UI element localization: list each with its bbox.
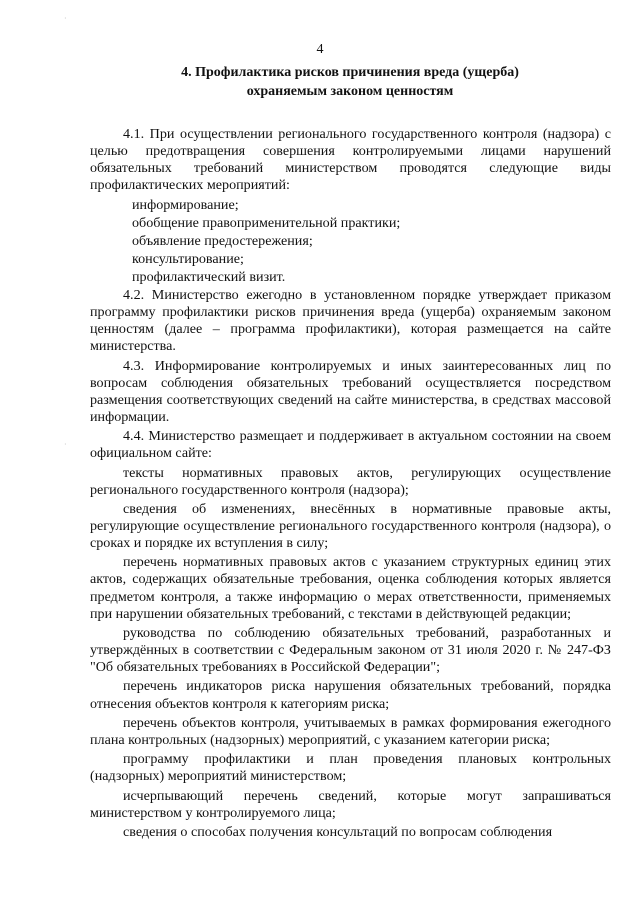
list-paragraph: сведения о способах получения консультаций по вопросам соблюдения	[123, 823, 553, 840]
document-body	[90, 126, 611, 843]
list-paragraph: исчерпывающий перечень сведений, которые могут запрашиваться министерством у контролируемого лица;	[90, 787, 611, 821]
list-item: информирование;	[132, 196, 239, 213]
scan-mark: ·	[64, 14, 67, 23]
page-number: 4	[316, 42, 324, 57]
list-paragraph: программу профилактики и план проведения плановых контрольных (надзорных) мероприятий министерством;	[90, 751, 611, 785]
list-item: объявление предостережения;	[132, 232, 313, 249]
list-paragraph: тексты нормативных правовых актов, регулирующих осуществление регионального государственного контроля (надзора);	[90, 464, 611, 498]
list-paragraph: перечень нормативных правовых актов с указанием структурных единиц этих актов, содержащих обязательные требования, оценка соблюдения которых является предметом контроля, а также информацию о мерах ответственности, применяемых при нарушении обязательных требований, с текстами в действующей редакции;	[90, 554, 611, 622]
paragraph-4-3: 4.3. Информирование контролируемых и иных заинтересованных лиц по вопросам соблюдения обязательных требований осуществляется посредством размещения соответствующих сведений на сайте министерства, в средствах массовой информации.	[90, 357, 611, 425]
list-item: консультирование;	[132, 250, 244, 267]
section-heading-line-1: 4. Профилактика рисков причинения вреда (ущерба)	[181, 65, 519, 80]
section-heading-line-2: охраняемым законом ценностям	[246, 83, 454, 99]
paragraph-4-2: 4.2. Министерство ежегодно в установленном порядке утверждает приказом программу профилактики рисков причинения вреда (ущерба) охраняемым законом ценностям (далее – программа профилактики), которая размещается на сайте министерства.	[90, 287, 611, 355]
scan-mark: ·	[64, 440, 67, 449]
paragraph-4-1: 4.1. При осуществлении регионального государственного контроля (надзора) с целью предотвращения совершения контролируемыми лицами нарушений обязательных требований министерством проводятся следующие виды профилактических мероприятий:	[90, 126, 611, 194]
list-paragraph: сведения об изменениях, внесённых в нормативные правовые акты, регулирующие осуществление регионального государственного контроля (надзора), о сроках и порядке их вступления в силу;	[90, 500, 611, 552]
list-item: обобщение правоприменительной практики;	[132, 214, 401, 231]
section-heading	[90, 64, 610, 101]
list-paragraph: перечень индикаторов риска нарушения обязательных требований, порядка отнесения объектов контроля к категориям риска;	[90, 678, 611, 712]
list-paragraph: перечень объектов контроля, учитываемых в рамках формирования ежегодного плана контрольных (надзорных) мероприятий, с указанием категории риска;	[90, 714, 611, 748]
list-paragraph: руководства по соблюдению обязательных требований, разработанных и утверждённых в соответствии с Федеральным законом от 31 июля 2020 г. № 247-ФЗ "Об обязательных требованиях в Российской Федерации";	[90, 624, 611, 676]
list-item: профилактический визит.	[132, 268, 286, 285]
paragraph-4-4: 4.4. Министерство размещает и поддерживает в актуальном состоянии на своем официальном сайте:	[90, 428, 611, 462]
